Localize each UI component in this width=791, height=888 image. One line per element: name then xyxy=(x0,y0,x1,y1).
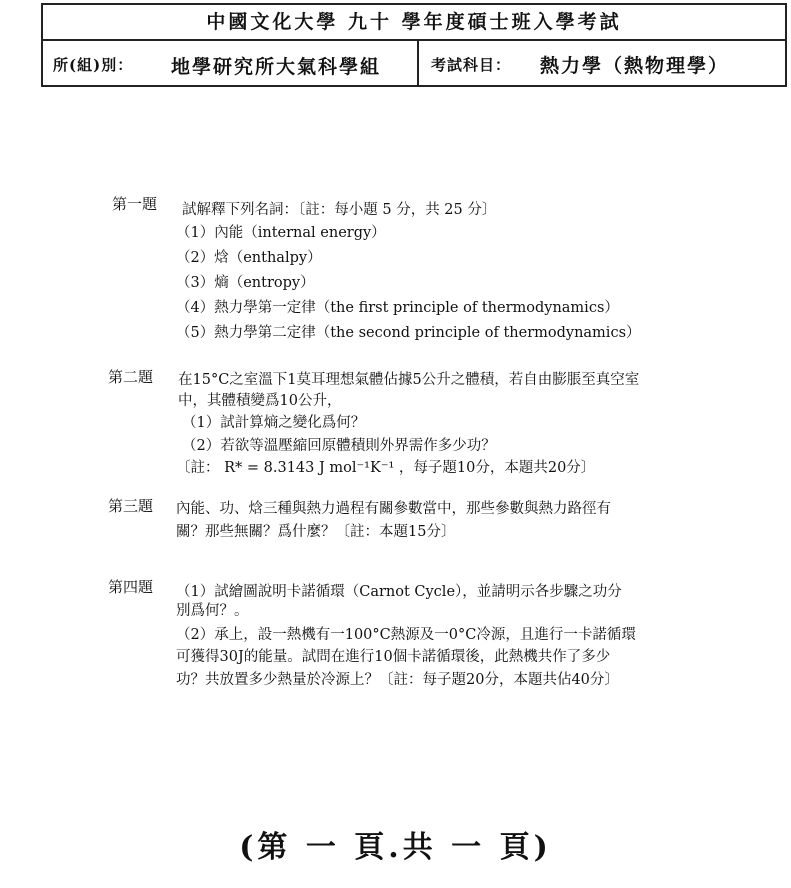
question-line: （2）焓（enthalpy） xyxy=(176,250,322,266)
exam-header xyxy=(41,3,787,87)
department-value: 地學研究所大氣科學組 xyxy=(171,56,382,78)
page-footer: (第 一 頁.共 一 頁) xyxy=(239,830,552,865)
question-line: 〔註： R* = 8.3143 J mol⁻¹K⁻¹ ，每子題10分，本題共20分〕 xyxy=(176,460,596,476)
header-divider xyxy=(417,41,419,87)
question-line: 試解釋下列名詞：〔註：每小題 5 分，共 25 分〕 xyxy=(182,202,497,218)
exam-title: 中國文化大學 九十 學年度碩士班入學考試 xyxy=(43,5,785,41)
question-line: （4）熱力學第一定律（the first principle of thermodynamics） xyxy=(176,300,619,316)
question-line: （1）內能（internal energy） xyxy=(176,225,386,241)
question-line: （2）承上，設一熱機有一100°C熱源及一0°C冷源，且進行一卡諾循環 xyxy=(176,627,636,643)
subject-label: 考試科目： xyxy=(431,56,512,74)
question-line: （5）熱力學第二定律（the second principle of thermodynamics） xyxy=(176,325,641,341)
question-line: （1）試繪圖說明卡諾循環（Carnot Cycle），並請明示各步驟之功分 xyxy=(176,584,622,600)
question-line: （1）試計算熵之變化爲何？ xyxy=(182,415,366,431)
question-label: 第二題 xyxy=(108,368,154,386)
department-label: 所(組)別： xyxy=(53,56,134,74)
question-line: （2）若欲等溫壓縮回原體積則外界需作多少功？ xyxy=(182,438,496,454)
question-line: 可獲得30J的能量。試問在進行10個卡諾循環後，此熱機共作了多少 xyxy=(176,649,611,665)
question-label: 第四題 xyxy=(108,578,154,596)
question-line: 中，其體積變爲10公升， xyxy=(178,393,342,409)
question-line: 關？那些無關？爲什麼？〔註：本題15分〕 xyxy=(176,524,456,540)
header-info-row xyxy=(43,41,785,87)
question-label: 第一題 xyxy=(112,195,158,213)
question-line: （3）熵（entropy） xyxy=(176,275,315,291)
question-line: 內能、功、焓三種與熱力過程有關參數當中，那些參數與熱力路徑有 xyxy=(176,501,611,517)
question-label: 第三題 xyxy=(108,497,154,515)
question-line: 在15°C之室溫下1莫耳理想氣體佔據5公升之體積，若自由膨脹至真空室 xyxy=(178,372,640,388)
question-line: 功？共放置多少熱量於冷源上？〔註：每子題20分，本題共佔40分〕 xyxy=(176,672,619,688)
subject-value: 熱力學（熱物理學） xyxy=(540,55,730,77)
question-line: 別爲何？。 xyxy=(176,603,249,619)
